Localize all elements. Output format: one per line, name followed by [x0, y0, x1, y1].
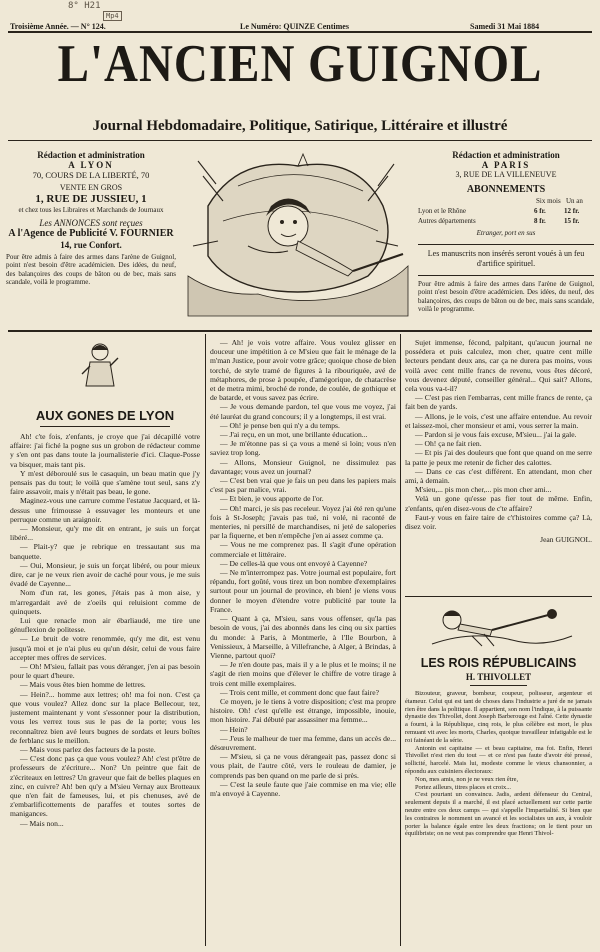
paragraph: — C'est donc pas ça que vous voulez? Ah! c'est pt'être de professeurs de z'écriture... Non? Un peintre que fait de z'écriteaux en lettres? Un graveur que fait de belles plaques en zinc, en cuivre? Ah! ben qu'y a M'sieu Vernay aux Brotteaux que n'en fait de fameuses, lui, et pis chenuses, avé de z'embarlificottements de paraffes et toutes sortes de manigances.	[10, 754, 200, 819]
paragraph: Bizouteur, graveur, bombeur, coupeur, polisseur, argenteur et étameur. Celui qui est tant de choses dans l'industrie a juré de ne jamais rien être dans la politique. Il appartient, son nom l'indique, à la puissante dynastie des Thivollet, dont Joseph Barberouge est l'aîné. Cette dynastie a fourni, à la République, cinq rois, le plus célèbre est mort, le plus remuant vit avec les morts, Charles, quoique travailleur infatigable est le roi fainéant de la série.	[405, 690, 592, 744]
paragraph: — Ah! je vois votre affaire. Vous voulez glisser en douceur une impétition à ce M'sieu que fait le ménage de la m'man Justice, pour avoir votre grâce; quoique chose de bien torché, de style tramé de figures à la ribouriquée, avé de métaphores, de prose à poupée, d'amégorique, de chatacrèse et de metra mimi, broché de ronde, de coulée, de gothique et de batarde, et vous savez pas écrire.	[210, 338, 396, 403]
paragraph: — C'est pas rien l'embarras, cent mille francs de rente, ça fait ben de yards.	[405, 393, 592, 412]
paragraph: — M'sieu, si ça ne vous dérangeait pas, passez donc si vous plait, de l'autre côté, vers le rouleau de damier, je comprends pas ben quand on me parle de si près.	[210, 752, 396, 780]
subs-row-year: 15 fr.	[564, 217, 580, 225]
paragraph: — C'est ben vrai que je fais un peu dans les papiers mais c'est pas par malice, vrai.	[210, 476, 396, 495]
manuscripts-note: Les manuscrits non insérés seront voués à un feu d'artifice spirituel.	[427, 248, 585, 268]
left-notice: Pour être admis à faire des armes dans l'arène de Guignol, point n'est besoin d'être académicien. Des idées, du neuf, des balançoires des coups de bâton ou de bec, mais sans scandale, voilà le programme.	[6, 252, 176, 286]
masthead-subtitle: Journal Hebdomadaire, Politique, Satirique, Littéraire et illustré	[92, 118, 508, 134]
paragraph: — Oh! ça ne fait rien.	[415, 439, 482, 449]
subs-row-year: 12 fr.	[564, 207, 580, 215]
title-underline	[40, 426, 170, 427]
issue-number: Troisième Année. — N° 124.	[10, 22, 106, 31]
paragraph: Maginez-vous une carrure comme l'estatue Jacquard, et là-dessus une frimousse à essuvager les monteurs et une perruque comme un araignoir.	[10, 496, 200, 524]
paragraph: — Oh! je pense ben qui n'y a du temps.	[220, 420, 340, 430]
article-column-3	[405, 338, 592, 594]
paragraph: — Dans ce cas c'est différent. En attendant, mon cher ami, à demain.	[405, 466, 592, 486]
top-bar	[8, 1, 592, 31]
paragraph: — De celles-là que vous ont envoyé à Cayenne?	[220, 558, 368, 568]
paragraph: — Et pis j'ai des douleurs que font que quand on me serre la patte je peux me retenir de ficher des calottes.	[405, 448, 592, 467]
subscriptions-table	[418, 197, 594, 229]
right-admin-city: A PARIS	[481, 160, 531, 170]
right-box-rule	[418, 275, 594, 276]
left-info-box	[6, 150, 176, 287]
paragraph: — Oh! marci, je sis pas receleur. Voyez j'ai été ren qu'une fois à St-Joseph; j'avais pas tué, ni volé, ni raconté de menteries, ni persillé de marchandises, ni jeté de saloperies par la fiquerne, et ben n'empêche j'en ai assez comme ça.	[210, 503, 396, 541]
cartoon-illustration	[412, 600, 584, 652]
header-bottom-rule	[8, 330, 592, 332]
handwritten-shelfmark: 8° H21	[68, 1, 101, 11]
paragraph: — Vous ne me comprenez pas. Il s'agit d'une opération commerciale et littéraire.	[210, 540, 396, 559]
paragraph: Ce moyen, je le tiens à votre disposition; c'est ma propre histoire. Oh! c'est qu'elle est étrange, impossible, inouie, mon histoire. J'ai débuté par assassiner ma femme...	[210, 696, 396, 725]
subs-col-year: Un an	[566, 197, 583, 205]
paragraph: — Mais vous êtes bien homme de lettres.	[20, 680, 146, 690]
paragraph: Non, mes amis, non je ne veux rien être,	[415, 775, 519, 783]
article-column-2	[210, 338, 396, 944]
left-ads-address: 14, rue Confort.	[60, 239, 122, 250]
paragraph: Y m'est déboroulé sus le casaquin, un beau matin que j'y pensais pas du tout; le voilà que s'amène tout seul, sans z'y faire assavoir, mais y n'était pas beau, le gone.	[10, 468, 200, 497]
guignol-figure-illustration	[80, 340, 120, 392]
subs-row-six: 8 fr.	[534, 217, 546, 225]
masthead-rule	[8, 140, 592, 141]
issue-price: Le Numéro: QUINZE Centimes	[240, 22, 349, 31]
subs-col-six: Six mois	[536, 197, 561, 205]
issue-date: Samedi 31 Mai 1884	[470, 22, 540, 31]
subs-row-label: Lyon et le Rhône	[418, 207, 467, 215]
paragraph: — Allons, Monsieur Guignol, ne dissimulez pas davantage; vous avez un journal?	[210, 457, 396, 476]
paragraph: — Mais vous parlez des facteurs de la poste.	[20, 744, 156, 754]
paragraph: M'sieu,... pis mon cher,... pis mon cher ami...	[415, 485, 552, 495]
left-ads-agency: A l'Agence de Publicité V. FOURNIER	[8, 227, 174, 239]
paragraph: Nom d'un rat, les gones, j'étais pas à mon aise, y m'arregardait avé de z'oeils qui reluisiont comme de quinquets.	[10, 588, 200, 616]
paragraph: — Trois cent mille, et comment donc que faut faire?	[220, 687, 380, 697]
guignol-illustration	[178, 146, 414, 326]
article-separator	[405, 596, 592, 597]
paragraph: — Pardon si je vous fais excuse, M'sieu... j'ai la gale.	[415, 430, 577, 440]
paragraph: — Plait-y? que je rebrique en tressautant sus ma banquette.	[10, 542, 200, 561]
paragraph: Lui que renacle mon air ébarliaudé, me tire une génuflexion de politesse.	[10, 616, 200, 635]
right-notice: Pour être admis à faire des armes dans l'arène de Guignol, point n'est besoin d'être académicien. Des idées, du neuf, des balançoires, des coups de bâton ou de bec, mais sans scandale, voilà le programme.	[418, 279, 594, 313]
subs-row-label: Autres départements	[418, 217, 476, 225]
paragraph: Velà un gone qu'esse pas fier tout de même. Enfin, z'enfants, qu'en disez-vous de c'te affaire?	[405, 494, 592, 513]
masthead-title: L'ANCIEN GUIGNOL	[57, 34, 543, 94]
paragraph: — Hein?	[220, 724, 248, 734]
paragraph: Antonin est capitaine — et beau capitaine, ma foi. Enfin, Henri Thivollet n'est rien du tout — et ce n'est pas faute d'avoir été pressé, sollicité, harcelé. Mais lui, modeste comme le vieux chansonnier, a répondu aux cuisiniers électoraux:	[405, 744, 592, 775]
article-title: AUX GONES DE LYON	[35, 408, 175, 423]
left-sale-heading: VENTE EN GROS	[59, 183, 123, 192]
paragraph: — Et bien, je vous apporte de l'or.	[220, 494, 324, 504]
column-separator	[400, 334, 401, 946]
right-admin-heading: Rédaction et administration	[452, 150, 560, 160]
left-ads-line: Les ANNONCES sont reçues	[39, 217, 143, 228]
paragraph: — Mais non...	[20, 818, 64, 828]
subs-row-six: 6 fr.	[534, 207, 546, 215]
handwritten-stamp: Mp4	[103, 11, 122, 21]
subs-foreign-note: Etranger, port en sus	[476, 229, 536, 237]
subscriptions-heading: ABONNEMENTS	[466, 184, 546, 195]
article-column-4	[405, 690, 592, 944]
paragraph: — Je n'en doute pas, mais il y a le plus et le moins; il ne s'agit de rien moins que d'élever le chiffre de votre tirage à trois cent mille exemplaires.	[210, 660, 396, 688]
article-signature: Jean GUIGNOL.	[540, 535, 592, 545]
article-author: H. THIVOLLET	[465, 672, 532, 682]
paragraph: — J'ai reçu, en un mot, une brillante éducation...	[220, 430, 368, 440]
paragraph: — Le bruit de votre renommée, qu'y me dit, est venu jusqu'à moi et je n'ai plus eu qu'un désir, celui de vous faire accepter mes offres de services.	[10, 634, 200, 662]
paragraph: — Ne m'interrompez pas. Votre journal est populaire, fort répandu, fort goûté, vous tirez un bon nombre d'exemplaires surtout pour un journal de province, eh bien! je viens vous donner le moyen d'étendre votre publicité par toute la France.	[210, 568, 396, 614]
paragraph: — Oh! M'sieu, fallait pas vous déranger, j'en ai pas besoin pour le quart d'heure.	[10, 662, 200, 681]
paragraph: — Quant à ça, M'sieu, sans vous offenser, qu'la pas besoin de vous, j'ai des abonnés dans les cinq ou six parties du monde: à Paris, à Montmerle, à l'Ile Bourbon, à Venissieux, à Marseille, à Villefranche, à Alger, à Brindas, à Vienne, partout quoi?	[210, 614, 396, 660]
title-underline	[470, 685, 527, 686]
paragraph: Ah! c'te fois, z'enfants, je croye que j'ai décapillé votre affaire: j'ai fiché la pogne sus un grobon de rédacteur comme y s'en ont pas dans toute la journalisterie d'ici. Claque-Posse va bisquer, mais tant pis.	[10, 432, 200, 469]
left-admin-city: A LYON	[68, 160, 114, 170]
paragraph: — Monsieur, qu'y me dit en entrant, je suis un forçat libéré...	[10, 524, 200, 543]
paragraph: — Oui, Monsieur, je suis un forçat libéré, ou pour mieux dire, car je ne veux rien avoir de caché pour vous, je me suis évadé de Cayenne...	[10, 560, 200, 589]
column-separator	[205, 334, 206, 946]
paragraph: — Je vous demande pardon, tel que vous me voyez, j'ai été lauréat du grand concours; il y a longtemps, il est vrai.	[210, 402, 396, 421]
paragraph: — J'eus le malheur de tuer ma femme, dans un accès de... désœuvrement.	[210, 733, 396, 752]
article-title: LES ROIS RÉPUBLICAINS	[420, 656, 577, 670]
right-box-rule	[418, 244, 594, 245]
paragraph: Portez ailleurs, titres places et croix...	[415, 783, 512, 791]
article-column-1	[10, 432, 200, 944]
left-admin-heading: Rédaction et administration	[37, 150, 145, 160]
paragraph: — Je m'étonne pas si ça vous a mené si loin; vous n'en saviez trop long.	[210, 439, 396, 458]
right-info-box	[418, 150, 594, 314]
left-sale-note: et chez tous les Libraires et Marchands de Journaux	[18, 206, 164, 214]
right-admin-address: 3, RUE DE LA VILLENEUVE	[455, 170, 557, 179]
paragraph: C'est pourtant un convaincu. Jadis, ardent défenseur du Central, seulement depuis il a marché, il est placé actuellement sur cette partie neutre entre ces deux camps — qui s'appelle l'impartialité. Si bien que les contraires le nomment un avancé et les socialistes un aux, à vouloir porter la balance égale entre les deux fractions; on le tient pour un équilibriste; on ne veut pas comprendre que Henri Thivol-	[405, 791, 592, 838]
paragraph: — Allons, je le vois, c'est une affaire entendue. Au revoir et laissez-moi, cher monsieur et ami, vous serrer la main.	[405, 411, 592, 430]
left-sale-address: 1, RUE DE JUSSIEU, 1	[35, 193, 147, 205]
paragraph: — C'est la seule faute que j'aie commise en ma vie; elle m'a envoyé à Cayenne.	[210, 779, 396, 798]
paragraph: — Hein?... homme aux lettres; oh! ma foi non. C'est ça que vous voulez? Allez donc sur la place Bellecour, tez, justement maintenant y vont s'essonner pour la distribution, vous les verrez tous sus le pas de la porte; vous les reconnaîtrez bien avé leurs bugnes de sordats et leurs boîtes de ferblanc sus le meillon.	[10, 689, 200, 745]
paragraph: Faut-y vous en faire taire de c't'histoires comme ça? Là, disez voir.	[405, 512, 592, 532]
left-admin-address: 70, COURS DE LA LIBERTÉ, 70	[32, 170, 150, 180]
paragraph: Sujet immense, fécond, palpitant, qu'aucun journal ne possédera et puis calculez, mon cher, quatre cent mille lecteurs pendant deux ans, car ça ne durera pas moins, vous voilà avec cent mille francs de revenu, vous êtes décoré, vous devenez député, conseiller général... Qui sait? Allons, cela vous va-t-il?	[405, 338, 592, 394]
